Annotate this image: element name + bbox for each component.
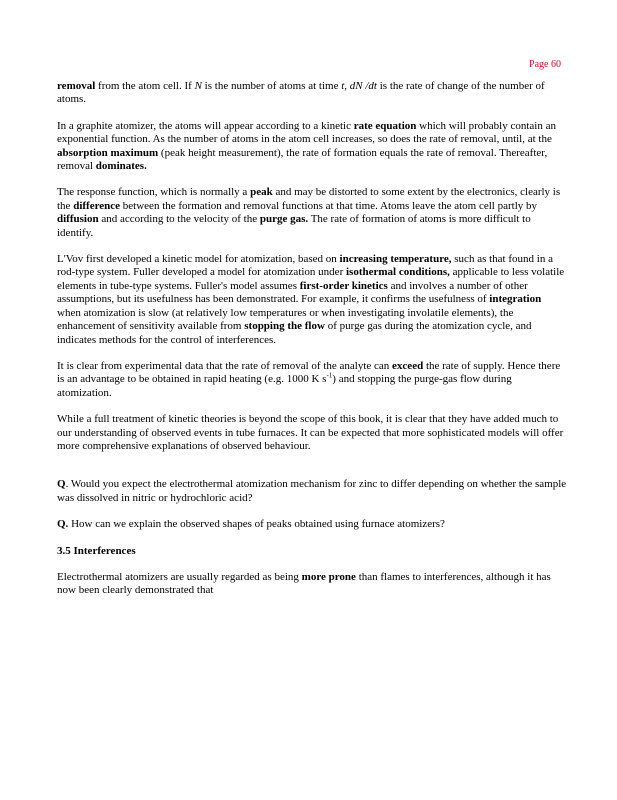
text: when atomization is slow (at relatively low temperatures or when investigating involatile elements), the enhancement of sensitivity available from (57, 306, 514, 333)
bold-term: removal (57, 80, 96, 92)
text: and involves a number of other assumptions, but its usefulness has been demonstrated. For example, it confirms the usefulness of (57, 279, 528, 306)
text: and may be distorted to some extent by the electronics, clearly is the (57, 186, 561, 212)
text: (peak height measurement), the rate of formation equals the rate of removal. Thereafter, removal (57, 146, 548, 173)
text: In a graphite atomizer, the atoms will appear according to a kinetic (57, 119, 354, 132)
text: such as that found in a rod-type system. Fuller developed a model for atomization under (57, 253, 553, 279)
bold-term: diffusion (57, 213, 99, 226)
text: It is clear from experimental data that the rate of removal of the analyte can (57, 359, 393, 372)
text: and according to the velocity of the (98, 213, 260, 226)
text: Electrothermal atomizers are usually regarded as being (57, 570, 302, 583)
page-number: Page 60 (529, 59, 561, 70)
bold-term: increasing temperature, (339, 253, 452, 266)
bold-term: isothermal conditions, (345, 266, 450, 279)
text: which will probably contain an exponential function. As the number of atoms in the atom cell increases, so does the rate of removal, until, at the (57, 119, 556, 146)
text: than flames to interferences, although it has now been clearly demonstrated that (57, 570, 551, 597)
spacer (57, 466, 567, 478)
text: is the number of atoms at time (201, 80, 342, 92)
superscript: -1 (326, 371, 333, 380)
bold-term: first-order kinetics (299, 279, 388, 292)
text: from the atom cell. If (95, 80, 195, 92)
text: . Would you expect the electrothermal atomization mechanism for zinc to differ depending on whether the sample was dissolved in nitric or hydrochloric acid? (57, 478, 567, 504)
bold-term: absorption maximum (57, 146, 159, 159)
section-heading: 3.5 Interferences (57, 544, 136, 557)
text: The rate of formation of atoms is more difficult to identify. (57, 213, 531, 239)
text: L'Vov first developed a kinetic model for atomization, based on (57, 253, 340, 266)
question-marker: Q. (57, 518, 69, 531)
question-marker: Q (57, 478, 66, 491)
text: The response function, which is normally a (57, 186, 251, 199)
paragraph-rapid-heating (57, 360, 567, 400)
paragraph-kinetic-theories (57, 413, 567, 453)
italic-term: N (194, 80, 202, 92)
paragraph-kinetic-models (57, 253, 567, 347)
paragraph-interferences (57, 571, 567, 598)
bold-term: peak (250, 186, 273, 199)
question-peak-shapes (57, 518, 567, 531)
bold-term: integration (489, 293, 542, 306)
paragraph-atom-removal (57, 80, 567, 107)
bold-term: more prone (301, 570, 356, 583)
text: the rate of supply. Hence there is an advantage to be obtained in rapid heating (e.g. 1000 K s (57, 359, 561, 386)
text: of purge gas during the atomization cycle, and indicates methods for the control of interferences. (57, 320, 532, 346)
bold-term: exceed (392, 359, 424, 372)
page-body (57, 80, 567, 611)
text: ) and stopping the purge-gas flow during atomization. (57, 373, 512, 399)
question-zinc (57, 478, 567, 505)
text: is the rate of change of the number of atoms. (57, 80, 545, 106)
text: applicable to less volatile elements in tube-type systems. Fuller's model assumes (57, 266, 565, 292)
text: How can we explain the observed shapes of peaks obtained using furnace atomizers? (68, 518, 445, 531)
bold-term: dominates. (95, 160, 147, 173)
paragraph-response-function (57, 186, 567, 240)
bold-term: purge gas. (259, 213, 309, 226)
text: between the formation and removal functions at that time. Atoms leave the atom cell partly by (120, 199, 538, 212)
text: While a full treatment of kinetic theories is beyond the scope of this book, it is clear that they have added much to our understanding of observed events in tube furnaces. It can be expected that more sophisticated models will offer more comprehensive explanations of observed behaviour. (57, 413, 564, 452)
bold-term: rate equation (353, 119, 417, 132)
bold-term: stopping the flow (244, 320, 325, 333)
paragraph-graphite-atomizer (57, 120, 567, 174)
italic-term: t, dN /dt (341, 80, 377, 92)
bold-term: difference (73, 199, 121, 212)
